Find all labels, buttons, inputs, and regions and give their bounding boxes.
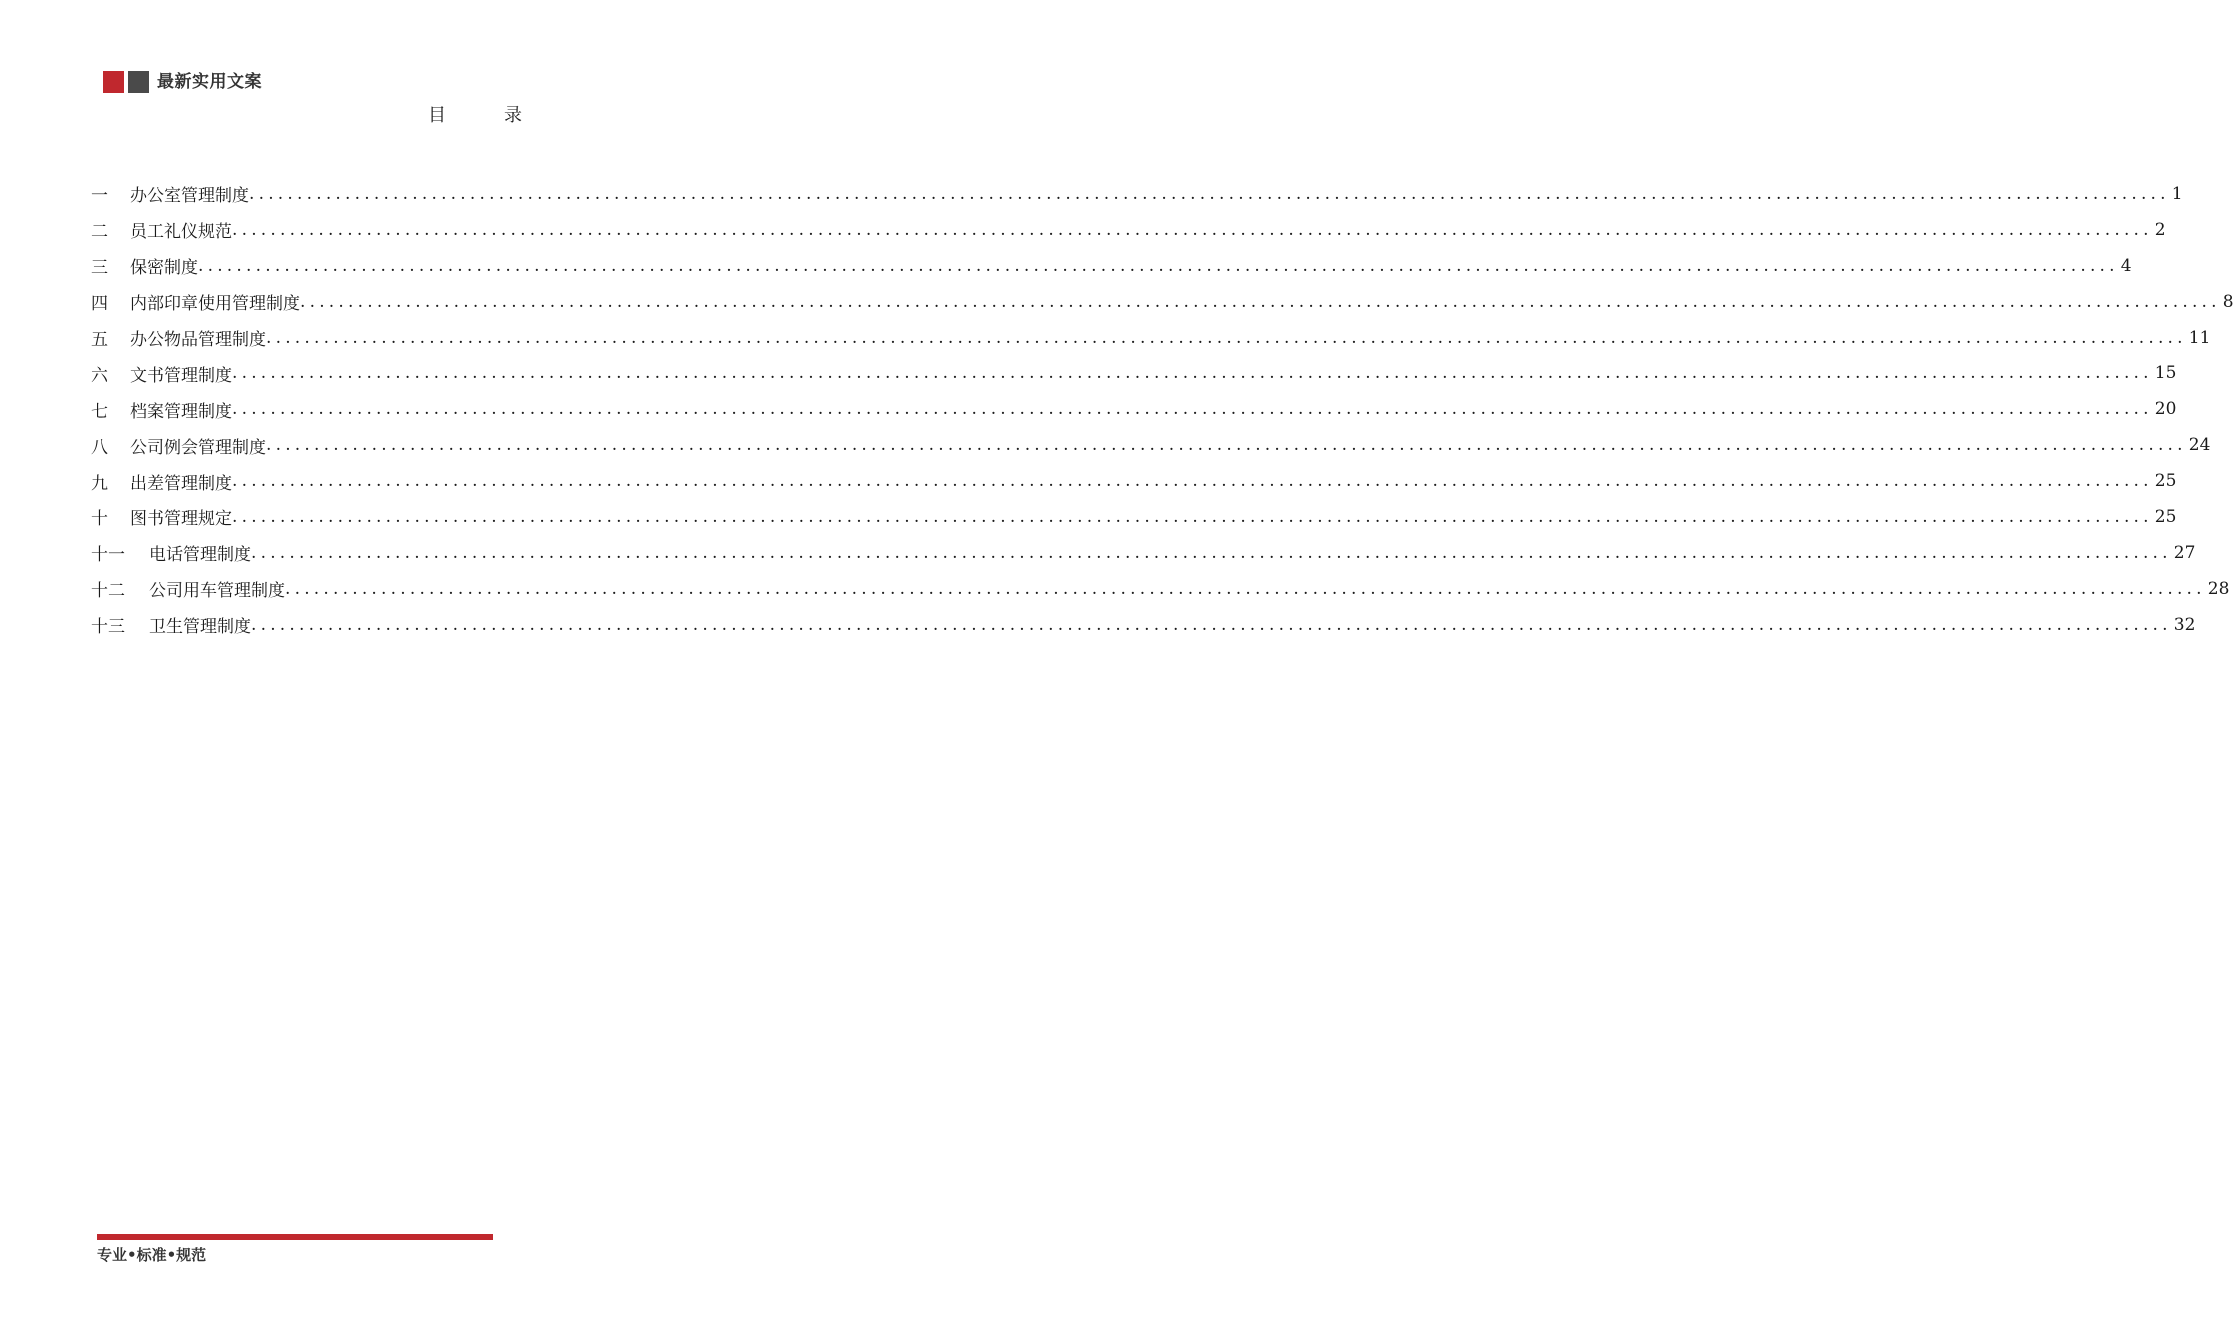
toc-entry[interactable]: [91, 355, 2177, 391]
toc-entry[interactable]: [91, 248, 2132, 284]
toc-entry-title: 图书管理规定: [130, 509, 232, 530]
toc-entry-title: 文书管理制度: [130, 365, 232, 386]
toc-entry-number: 九: [91, 473, 108, 494]
toc-entry-title: 内部印章使用管理制度: [130, 294, 300, 315]
toc-entry-title: 办公室管理制度: [130, 186, 249, 207]
toc-heading-left: 目: [428, 105, 446, 126]
toc-dot-leader: ........................................................................................................................................................................................................: [266, 327, 2187, 348]
toc-entry-page: 4: [2120, 255, 2132, 276]
toc-heading: [0, 104, 950, 128]
toc-entry-page: 25: [2154, 471, 2177, 492]
toc-entry-title: 办公物品管理制度: [130, 330, 266, 350]
toc-entry-number: 一: [91, 186, 108, 207]
toc-dot-leader: ........................................................................................................................................................................................................: [300, 291, 2221, 312]
toc-entry-title: 公司例会管理制度: [130, 437, 266, 458]
logo-gray-square: [128, 71, 149, 93]
toc-dot-leader: ........................................................................................................................................................................................................: [251, 614, 2172, 635]
toc-entry-page: 28: [2207, 578, 2230, 599]
toc-heading-right: 录: [504, 105, 522, 126]
toc-entry-title: 电话管理制度: [149, 545, 251, 566]
toc-entry-page: 25: [2154, 506, 2177, 527]
logo-red-square: [103, 71, 124, 93]
toc-entry[interactable]: [91, 176, 2183, 212]
footer-tagline: 专业•标准•规范: [97, 1246, 207, 1264]
toc-dot-leader: ........................................................................................................................................................................................................: [249, 183, 2170, 204]
toc-entry-page: 24: [2188, 435, 2211, 456]
header-title: 最新实用文案: [157, 71, 262, 92]
toc-dot-leader: ........................................................................................................................................................................................................: [266, 435, 2187, 456]
footer-bar: [97, 1234, 493, 1240]
toc-entry[interactable]: [91, 391, 2177, 427]
toc-entry-number: 十三: [91, 617, 125, 638]
toc-dot-leader: ........................................................................................................................................................................................................: [232, 506, 2153, 527]
toc-entry-title: 卫生管理制度: [149, 617, 251, 638]
toc-entry-number: 四: [91, 294, 108, 315]
toc-entry[interactable]: [91, 463, 2177, 499]
toc-entry-page: 32: [2173, 614, 2196, 635]
toc-entry-title: 员工礼仪规范: [130, 222, 232, 243]
toc-entry-number: 十二: [91, 581, 125, 602]
header-logo: [103, 70, 262, 93]
toc-dot-leader: ........................................................................................................................................................................................................: [285, 578, 2206, 599]
toc-dot-leader: ........................................................................................................................................................................................................: [232, 399, 2153, 420]
toc-entry-page: 8: [2222, 291, 2234, 312]
toc-entry-page: 1: [2171, 183, 2183, 204]
toc-dot-leader: ........................................................................................................................................................................................................: [232, 363, 2153, 384]
toc-entry-page: 15: [2154, 363, 2177, 384]
toc-entry-number: 十: [91, 509, 108, 530]
toc-entry[interactable]: [91, 607, 2196, 643]
toc-entry-number: 六: [91, 365, 108, 386]
toc-entry-number: 八: [91, 437, 108, 458]
toc-entry[interactable]: [91, 499, 2177, 535]
toc-entry-title: 出差管理制度: [130, 473, 232, 494]
toc-entry[interactable]: [91, 427, 2211, 463]
toc-entry-title: 公司用车管理制度: [149, 581, 285, 602]
toc-entry-number: 二: [91, 222, 108, 243]
toc-list: [91, 176, 2234, 643]
toc-entry[interactable]: [91, 212, 2166, 248]
toc-entry[interactable]: [91, 535, 2196, 571]
toc-entry-page: 27: [2173, 542, 2196, 563]
toc-entry[interactable]: [91, 284, 2234, 320]
toc-entry-page: 20: [2154, 399, 2177, 420]
toc-entry[interactable]: [91, 320, 2211, 356]
toc-entry-number: 七: [91, 401, 108, 422]
toc-entry-number: 三: [91, 258, 108, 279]
toc-entry-page: 2: [2154, 219, 2166, 240]
toc-entry-number: 十一: [91, 545, 125, 566]
toc-dot-leader: ........................................................................................................................................................................................................: [198, 255, 2119, 276]
toc-entry[interactable]: [91, 571, 2230, 607]
toc-dot-leader: ........................................................................................................................................................................................................: [232, 219, 2153, 240]
toc-entry-title: 档案管理制度: [130, 401, 232, 422]
toc-dot-leader: ........................................................................................................................................................................................................: [251, 542, 2172, 563]
toc-entry-title: 保密制度: [130, 258, 198, 279]
toc-dot-leader: ........................................................................................................................................................................................................: [232, 471, 2153, 492]
toc-entry-number: 五: [91, 330, 108, 350]
toc-entry-page: 11: [2188, 327, 2211, 348]
